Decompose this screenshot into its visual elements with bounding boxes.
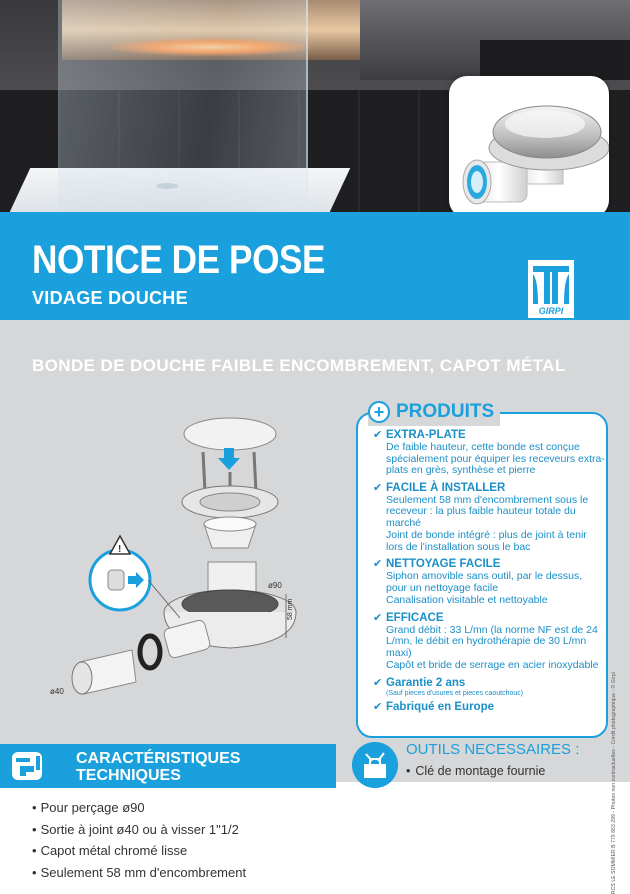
check-icon: ✔ (373, 611, 383, 624)
plus-icon: + (368, 401, 390, 423)
page-subtitle: VIDAGE DOUCHE (32, 288, 188, 308)
products-list (373, 429, 605, 719)
list-item: • Seulement 58 mm d'encombrement (32, 862, 246, 884)
diagram-dim-height: 58 mm (287, 598, 294, 620)
exploded-view-diagram (40, 412, 350, 702)
feature-title: Garantie 2 ans (386, 676, 466, 689)
hero-glass-panel (58, 0, 308, 212)
feature-title: EXTRA-PLATE (386, 429, 466, 441)
caracteristiques-title-line2: TECHNIQUES (76, 767, 181, 784)
legal-text: RCS LE SOMMIER B 779 863 299 - Photos non contractuelles - Crédit photographique : © Girpi (611, 672, 617, 894)
outils-title: OUTILS NECESSAIRES : (406, 741, 580, 758)
girpi-logo (526, 258, 576, 320)
girpi-logo-text: GIRPI (538, 306, 564, 316)
product-feature (373, 429, 605, 477)
list-item: • Capot métal chromé lisse (32, 840, 246, 862)
product-heading: BONDE DE DOUCHE FAIBLE ENCOMBREMENT, CAPOT MÉTAL (32, 356, 566, 375)
feature-title: Fabriqué en Europe (386, 700, 494, 713)
feature-title: NETTOYAGE FACILE (386, 558, 501, 570)
products-title: PRODUITS (396, 401, 495, 422)
product-feature (373, 558, 605, 607)
feature-text: Grand débit : 33 L/mn (la norme NF est de 24 L/mn, le débit en hydrothérapie de 30 L/mn maxi) (386, 623, 598, 659)
feature-title: FACILE À INSTALLER (386, 481, 506, 494)
caracteristiques-title (76, 750, 240, 784)
diagram-cap (184, 418, 276, 450)
feature-title: EFFICACE (386, 611, 444, 624)
feature-text: De faible hauteur, cette bonde est conçue spécialement pour équiper les receveurs extra-plats en grès, synthèse et pierre (386, 441, 605, 476)
list-item: • Clé de montage fournie (406, 764, 545, 778)
check-icon: ✔ (373, 429, 383, 441)
products-header (368, 398, 500, 426)
diagram-dim-diameter: ø90 (268, 581, 282, 590)
plumbing-icon (4, 744, 52, 788)
feature-text: Siphon amovible sans outil, par le dessus, pour un nettoyage facile (386, 570, 583, 594)
product-feature (373, 482, 605, 554)
caracteristiques-list (32, 797, 246, 883)
hero-furniture (480, 40, 630, 80)
list-item: • Sortie à joint ø40 ou à visser 1"1/2 (32, 819, 246, 841)
check-icon: ✔ (373, 700, 383, 713)
diagram-seal (140, 636, 160, 668)
diagram-screw (254, 452, 256, 492)
product-photo (449, 76, 609, 218)
product-feature (373, 701, 605, 714)
svg-text:!: ! (118, 544, 122, 555)
product-feature (373, 677, 605, 698)
check-icon: ✔ (373, 558, 383, 570)
feature-text: Canalisation visitable et nettoyable (386, 594, 548, 606)
diagram-arrow-down-icon (218, 448, 240, 470)
product-feature (373, 612, 605, 672)
drain-product-icon (449, 76, 609, 218)
toolbox-icon (352, 742, 398, 788)
list-item: • Pour perçage ø90 (32, 797, 246, 819)
feature-text: Capôt et bride de serrage en acier inoxydable (386, 659, 599, 671)
diagram-screw (203, 452, 205, 492)
page-title: NOTICE DE POSE (32, 238, 326, 282)
check-icon: ✔ (373, 481, 383, 494)
diagram-dim-outlet: ø40 (50, 687, 64, 696)
feature-note: (Sauf pieces d'usures et pieces caoutchouc) (386, 689, 524, 697)
check-icon: ✔ (373, 676, 383, 689)
caracteristiques-title-line1: CARACTÉRISTIQUES (76, 750, 241, 767)
feature-text: Seulement 58 mm d'encombrement sous le receveur : la plus faible hauteur totale du marché (386, 493, 589, 529)
feature-text: Joint de bonde intégré : plus de joint à tenir lors de l'installation sous le bac (386, 529, 587, 553)
girpi-logo-icon (528, 260, 574, 306)
